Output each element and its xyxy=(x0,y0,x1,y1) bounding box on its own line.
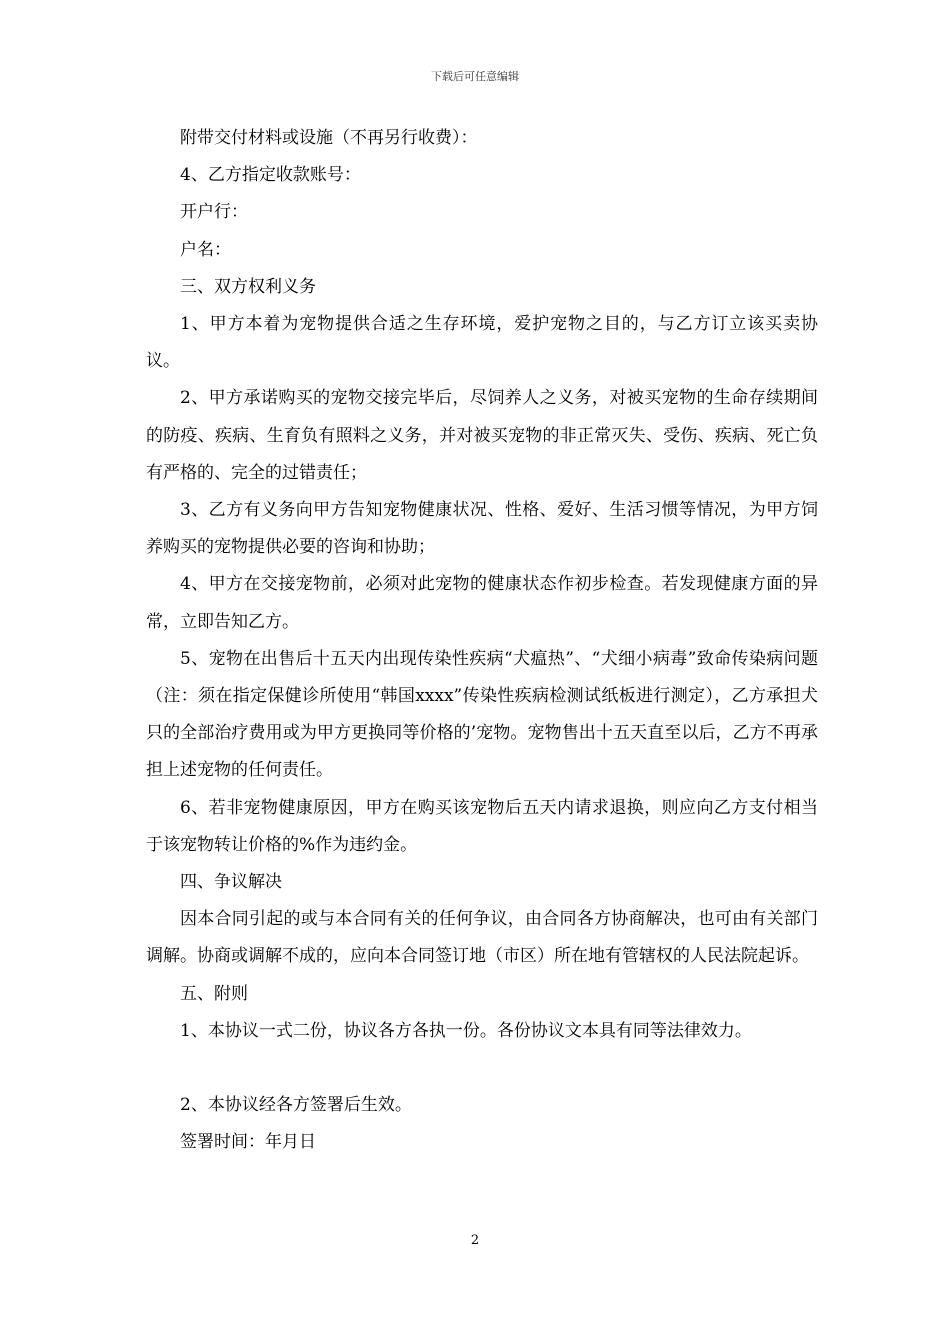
paragraph-rights-3: 3、乙方有义务向甲方告知宠物健康状况、性格、爱好、生活习惯等情况，为甲方饲养购买的宠物提供必要的咨询和协助； xyxy=(146,500,818,558)
paragraph-rights-4: 4、甲方在交接宠物前，必须对此宠物的健康状态作初步检查。若发现健康方面的异常，立即告知乙方。 xyxy=(146,574,818,632)
section-heading-rights: 三、双方权利义务 xyxy=(180,276,316,297)
document-body xyxy=(146,120,818,1162)
page-header: 下载后可任意编辑 xyxy=(431,70,519,83)
section-heading-disputes: 四、争议解决 xyxy=(180,872,282,893)
paragraph-bank: 开户行： xyxy=(180,202,248,223)
paragraph-rights-6: 6、若非宠物健康原因，甲方在购买该宠物后五天内请求退换，则应向乙方支付相当于该宠物转让价格的%作为违约金。 xyxy=(146,797,818,855)
paragraph-rights-1: 1、甲方本着为宠物提供合适之生存环境，爱护宠物之目的，与乙方订立该买卖协议。 xyxy=(146,314,818,372)
paragraph-account-name: 户名： xyxy=(180,239,231,260)
paragraph-rights-5: 5、宠物在出售后十五天内出现传染性疾病“犬瘟热”、“犬细小病毒”致命传染病问题（注：须在指定保健诊所使用“韩国xxxx”传染性疾病检测试纸板进行测定），乙方承担犬只的全部治疗费用或为甲方更换同等价格的’宠物。宠物售出十五天直至以后，乙方不再承担上述宠物的任何责任。 xyxy=(146,648,818,781)
paragraph-signing-date: 签署时间：年月日 xyxy=(180,1132,316,1153)
paragraph-disputes: 因本合同引起的或与本合同有关的任何争议，由合同各方协商解决，也可由有关部门调解。协商或调解不成的，应向本合同签订地（市区）所在地有管辖权的人民法院起诉。 xyxy=(146,909,818,967)
blank-line xyxy=(146,1050,818,1087)
section-heading-supplementary: 五、附则 xyxy=(180,983,248,1004)
paragraph-attached-materials: 附带交付材料或设施（不再另行收费）： xyxy=(180,128,478,148)
paragraph-payee-account: 4、乙方指定收款账号： xyxy=(180,165,361,186)
page-number: 2 xyxy=(470,1233,480,1248)
paragraph-supplementary-2: 2、本协议经各方签署后生效。 xyxy=(180,1095,412,1116)
paragraph-supplementary-1: 1、本协议一式二份，协议各方各执一份。各份协议文本具有同等法律效力。 xyxy=(180,1020,752,1041)
paragraph-rights-2: 2、甲方承诺购买的宠物交接完毕后，尽饲养人之义务，对被买宠物的生命存续期间的防疫、疾病、生育负有照料之义务，并对被买宠物的非正常灭失、受伤、疾病、死亡负有严格的、完全的过错责任； xyxy=(146,388,818,483)
